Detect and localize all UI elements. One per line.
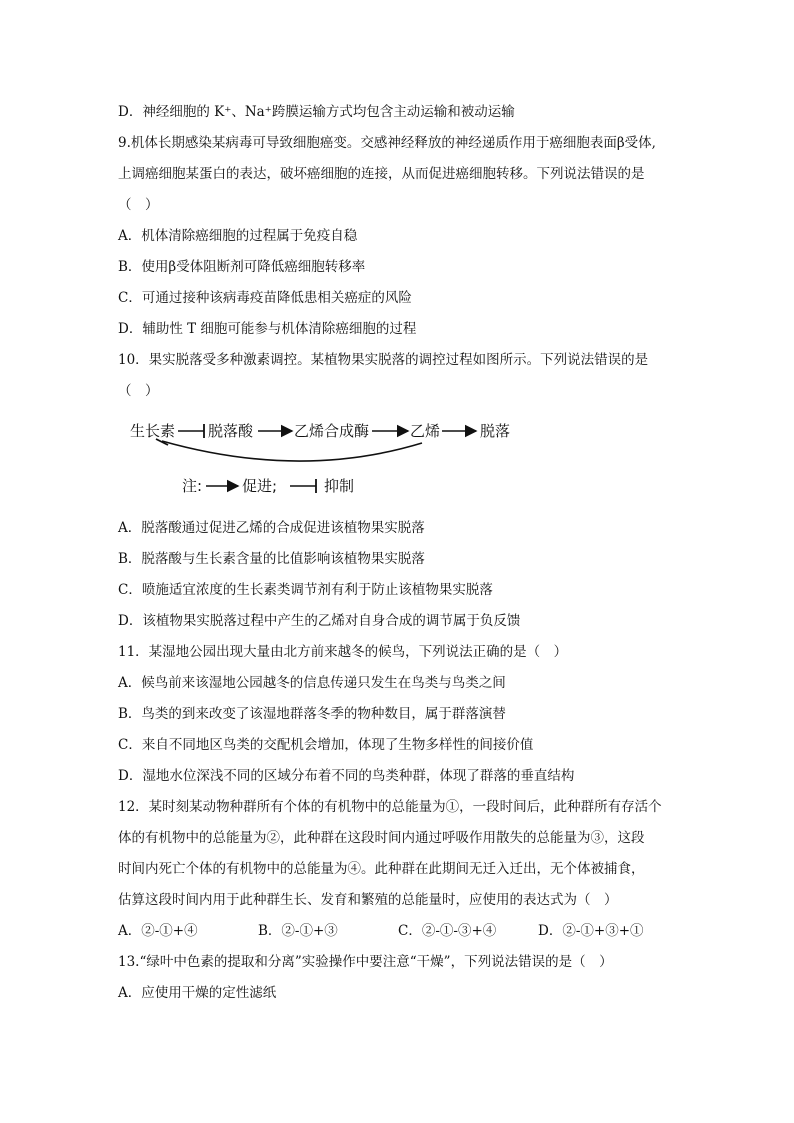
q13-stem: 13.“绿叶中色素的提取和分离”实验操作中要注意“干燥”，下列说法错误的是（ ）: [118, 954, 613, 970]
node-auxin: 生长素: [130, 422, 176, 440]
inhibit-arc-ethylene-to-auxin: [156, 439, 422, 461]
q12-stem-line1: 12．某时刻某动物种群所有个体的有机物中的总能量为①，一段时间后，此种群所有存活个: [118, 799, 662, 815]
q11-option-a: A．候鸟前来该湿地公园越冬的信息传递只发生在鸟类与鸟类之间: [118, 675, 506, 691]
q8-option-d: D．神经细胞的 K⁺、Na⁺跨膜运输方式均包含主动运输和被动运输: [118, 104, 515, 120]
node-ethylene: 乙烯: [410, 422, 441, 440]
node-abscission: 脱落: [480, 422, 511, 440]
legend-inhibit-label: 抑制: [324, 477, 355, 495]
q9-answer-paren: （ ）: [118, 197, 159, 213]
inhibit-arrow-auxin-to-aba: [178, 424, 204, 438]
legend-promote-label: 促进;: [242, 477, 278, 495]
q10-answer-paren: （ ）: [118, 383, 159, 399]
q11-option-d: D．湿地水位深浅不同的区域分布着不同的鸟类种群，体现了群落的垂直结构: [118, 768, 575, 784]
q9-option-c: C．可通过接种该病毒疫苗降低患相关癌症的风险: [118, 290, 412, 306]
q12-stem-line3: 时间内死亡个体的有机物中的总能量为④。此种群在此期间无迁入迁出，无个体被捕食，: [118, 861, 645, 877]
q12-option-b: B．②-①+③: [258, 923, 338, 939]
q10-option-b: B．脱落酸与生长素含量的比值影响该植物果实脱落: [118, 551, 425, 567]
node-abscisic-acid: 脱落酸: [208, 422, 254, 440]
q9-option-a: A．机体清除癌细胞的过程属于免疫自稳: [118, 228, 358, 244]
legend-note-label: 注:: [182, 477, 203, 495]
q11-option-b: B．鸟类的到来改变了该湿地群落冬季的物种数目，属于群落演替: [118, 706, 506, 722]
q11-option-c: C．来自不同地区鸟类的交配机会增加，体现了生物多样性的间接价值: [118, 737, 534, 753]
q9-stem-line1: 9.机体长期感染某病毒可导致细胞癌变。交感神经释放的神经递质作用于癌细胞表面β受体,: [118, 135, 656, 151]
q12-stem-line2: 体的有机物中的总能量为②，此种群在这段时间内通过呼吸作用散失的总能量为③，这段: [118, 830, 645, 846]
q9-option-d: D．辅助性 T 细胞可能参与机体清除癌细胞的过程: [118, 321, 417, 337]
q10-option-a: A．脱落酸通过促进乙烯的合成促进该植物果实脱落: [118, 520, 425, 536]
q10-option-c: C．喷施适宜浓度的生长素类调节剂有利于防止该植物果实脱落: [118, 582, 493, 598]
q13-option-a: A．应使用干燥的定性滤纸: [118, 985, 277, 1001]
q11-stem: 11．某湿地公园出现大量由北方前来越冬的候鸟，下列说法正确的是（ ）: [118, 644, 568, 660]
q12-option-d: D．②-①+③+①: [538, 923, 644, 939]
q9-option-b: B．使用β受体阻断剂可降低癌细胞转移率: [118, 259, 366, 275]
q12-option-a: A．②-①+④: [118, 923, 198, 939]
q9-stem-line2: 上调癌细胞某蛋白的表达，破坏癌细胞的连接，从而促进癌细胞转移。下列说法错误的是: [118, 166, 645, 182]
q12-option-c: C．②-①-③+④: [398, 923, 497, 939]
hormone-regulation-diagram: [120, 412, 540, 507]
q12-options: [118, 921, 644, 941]
q10-option-d: D．该植物果实脱落过程中产生的乙烯对自身合成的调节属于负反馈: [118, 613, 521, 629]
q12-stem-line4: 估算这段时间内用于此种群生长、发育和繁殖的总能量时，应使用的表达式为（ ）: [118, 892, 618, 908]
node-ethylene-synthase: 乙烯合成酶: [294, 422, 370, 440]
legend-inhibit-symbol: [290, 479, 316, 493]
q10-stem: 10．果实脱落受多种激素调控。某植物果实脱落的调控过程如图所示。下列说法错误的是: [118, 352, 649, 368]
